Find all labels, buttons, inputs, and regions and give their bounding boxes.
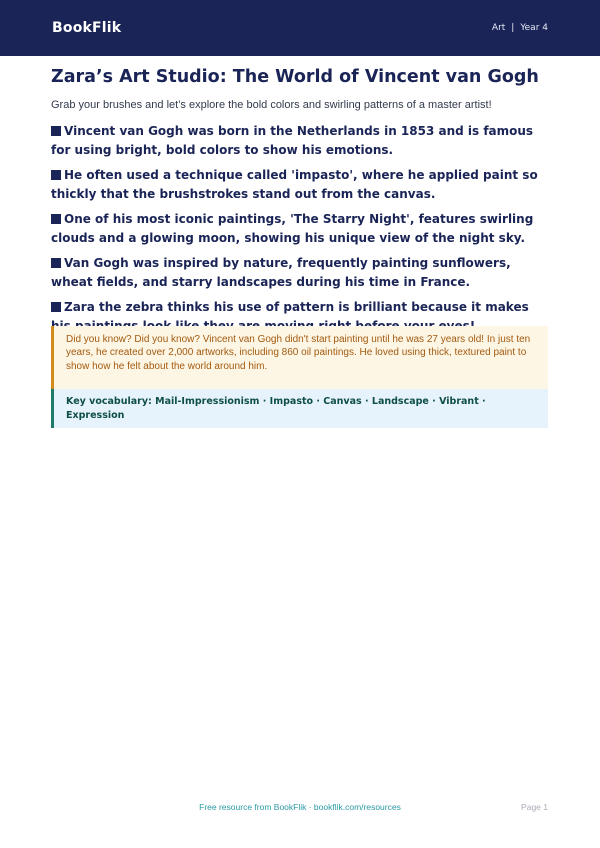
square-bullet-icon (51, 258, 61, 268)
fact-text: Van Gogh was inspired by nature, frequently painting sunflowers, wheat fields, and starry landscapes during his time in France. (51, 256, 511, 289)
intro-text: Grab your brushes and let’s explore the bold colors and swirling patterns of a master artist! (51, 99, 492, 111)
fact-item (51, 254, 551, 292)
top-bar (0, 0, 600, 56)
fact-item (51, 210, 551, 248)
footer-credit-link[interactable]: Free resource from BookFlik · bookflik.com/resources (199, 802, 401, 812)
subject-year-label (492, 23, 548, 33)
page-number: Page 1 (521, 802, 548, 812)
fact-text: Vincent van Gogh was born in the Netherlands in 1853 and is famous for using bright, bold colors to show his emotions. (51, 124, 534, 157)
did-you-know-callout (51, 326, 548, 389)
subject-label: Art (491, 23, 506, 33)
did-you-know-text: Did you know? Did you know? Vincent van Gogh didn't start painting until he was 27 years old! In just ten years, he created over 2,000 artworks, including 860 oil paintings. He loved using thick, textured paint to show how he felt about the world around him. (66, 334, 531, 372)
fact-item (51, 122, 551, 160)
page-footer (0, 802, 600, 814)
vocabulary-box (51, 389, 548, 428)
vocabulary-text: Key vocabulary: Mail-Impressionism · Impasto · Canvas · Landscape · Vibrant · Expression (66, 396, 486, 421)
square-bullet-icon (51, 126, 61, 136)
square-bullet-icon (51, 214, 61, 224)
fact-text: He often used a technique called 'impasto', where he applied paint so thickly that the brushstrokes stand out from the canvas. (51, 168, 538, 201)
fact-item (51, 166, 551, 204)
page-title: Zara’s Art Studio: The World of Vincent van Gogh (51, 67, 539, 87)
fact-list (51, 122, 551, 342)
brand-logo: BookFlik (52, 20, 122, 36)
square-bullet-icon (51, 170, 61, 180)
fact-text: One of his most iconic paintings, 'The Starry Night', features swirling clouds and a glowing moon, showing his unique view of the night sky. (51, 212, 534, 245)
year-label: Year 4 (520, 23, 548, 33)
square-bullet-icon (51, 302, 61, 312)
meta-separator: | (511, 23, 515, 33)
fact-text: Zara the zebra thinks his use of pattern is brilliant because it makes (64, 300, 529, 314)
